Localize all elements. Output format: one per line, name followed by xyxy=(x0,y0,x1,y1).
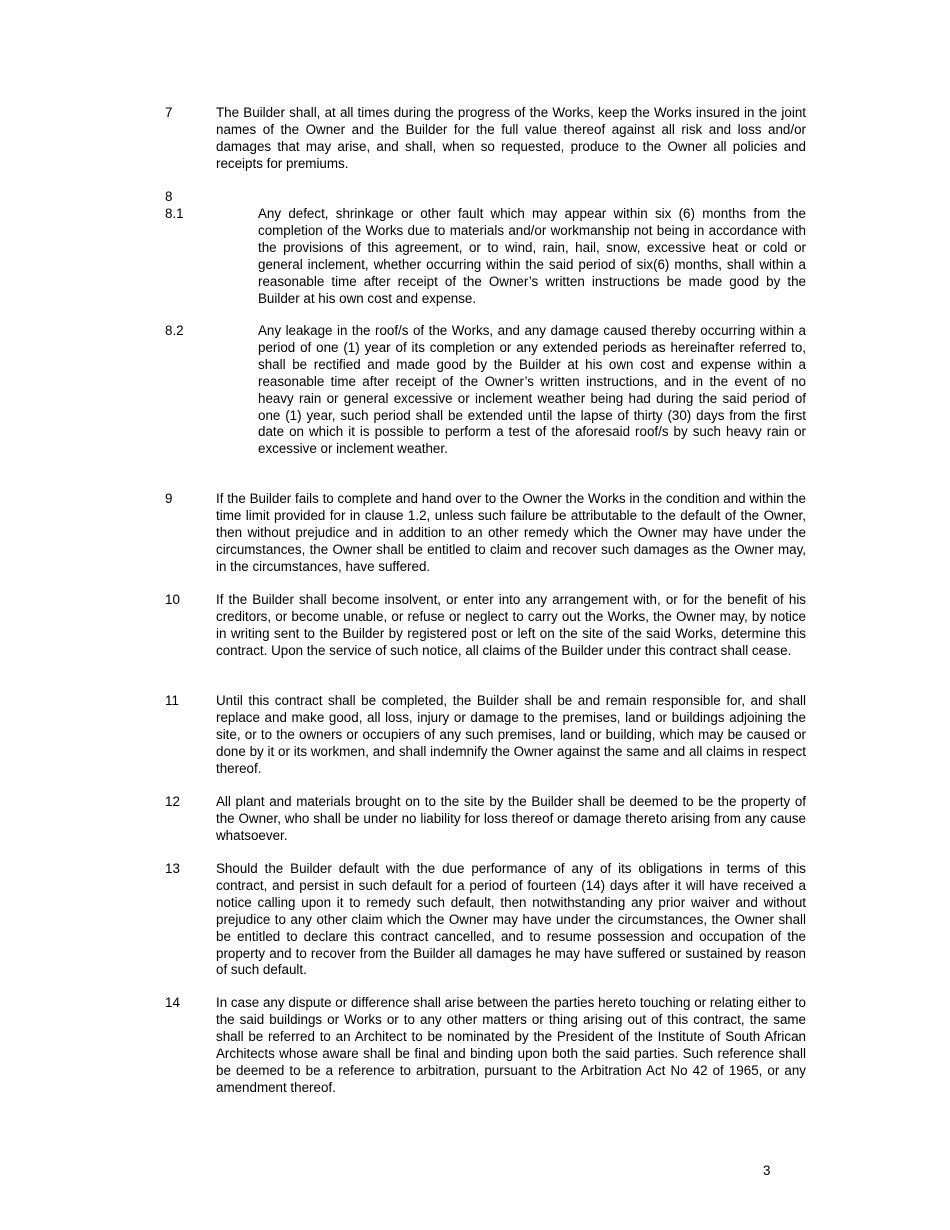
page-number: 3 xyxy=(763,1163,771,1178)
clause-text: Should the Builder default with the due performance of any of its obligations in terms of this contract, and persist in such default for a period of fourteen (14) days after it will have received a notice calling upon it to remedy such default, then notwithstanding any prior waiver and without prejudice to any other claim which the Owner may have under the circumstances, the Owner shall be entitled to declare this contract cancelled, and to resume possession and occupation of the property and to recover from the Builder all damages he may have suffered or sustained by reason of such default. xyxy=(216,861,806,978)
clause-text: The Builder shall, at all times during the progress of the Works, keep the Works insured in the joint names of the Owner and the Builder for the full value thereof against all risk and loss and/or damages that may arise, and shall, when so requested, produce to the Owner all policies and receipts for premiums. xyxy=(216,105,806,171)
clause-text: Until this contract shall be completed, the Builder shall be and remain responsible for, and shall replace and make good, all loss, injury or damage to the premises, land or buildings adjoining the site, or to the owners or occupiers of any such premises, land or building, which may be caused or done by it or its workmen, and shall indemnify the Owner against the same and all claims in respect thereof. xyxy=(216,693,806,776)
clause-text: In case any dispute or difference shall arise between the parties hereto touching or relating either to the said buildings or Works or to any other matters or thing arising out of this contract, the same shall be referred to an Architect to be nominated by the President of the Institute of South African Architects whose aware shall be final and binding upon both the said parties. Such reference shall be deemed to be a reference to arbitration, pursuant to the Arbitration Act No 42 of 1965, or any amendment thereof. xyxy=(216,995,806,1095)
clause-number: 14 xyxy=(165,995,180,1010)
clause-number: 11 xyxy=(165,693,179,708)
clause-text: Any defect, shrinkage or other fault which may appear within six (6) months from the completion of the Works due to materials and/or workmanship not being in accordance with the provisions of this agreement, or to wind, rain, hail, snow, excessive heat or cold or general inclement, whether occurring within the said period of six(6) months, shall within a reasonable time after receipt of the Owner’s written instructions be made good by the Builder at his own cost and expense. xyxy=(258,206,806,306)
clause-number: 13 xyxy=(165,861,180,876)
clause-number: 8.1 xyxy=(165,206,184,221)
clause-number: 8.2 xyxy=(165,323,184,338)
clause-number: 7 xyxy=(165,105,173,120)
clause-text: Any leakage in the roof/s of the Works, and any damage caused thereby occurring within a period of one (1) year of its completion or any extended periods as hereinafter referred to, shall be rectified and made good by the Builder at his own cost and expense within a reasonable time after receipt of the Owner’s written instructions, and in the event of no heavy rain or general excessive or inclement weather being had during the said period of one (1) year, such period shall be extended until the lapse of thirty (30) days from the first date on which it is possible to perform a test of the aforesaid roof/s by such heavy rain or excessive or inclement weather. xyxy=(258,323,806,457)
clause-number: 12 xyxy=(165,794,180,809)
clause-number: 8 xyxy=(165,189,173,204)
clause-number: 10 xyxy=(165,592,180,607)
clause-text: All plant and materials brought on to the site by the Builder shall be deemed to be the property of the Owner, who shall be under no liability for loss thereof or damage thereto arising from any cause whatsoever. xyxy=(216,794,806,843)
clause-text: If the Builder shall become insolvent, or enter into any arrangement with, or for the benefit of his creditors, or become unable, or refuse or neglect to carry out the Works, the Owner may, by notice in writing sent to the Builder by registered post or left on the site of the said Works, determine this contract. Upon the service of such notice, all claims of the Builder under this contract shall cease. xyxy=(216,592,806,658)
clause-number: 9 xyxy=(165,491,173,506)
clause-text: If the Builder fails to complete and hand over to the Owner the Works in the condition and within the time limit provided for in clause 1.2, unless such failure be attributable to the default of the Owner, then without prejudice and in addition to an other remedy which the Owner may have under the circumstances, the Owner shall be entitled to claim and recover such damages as the Owner may, in the circumstances, have suffered. xyxy=(216,491,806,574)
